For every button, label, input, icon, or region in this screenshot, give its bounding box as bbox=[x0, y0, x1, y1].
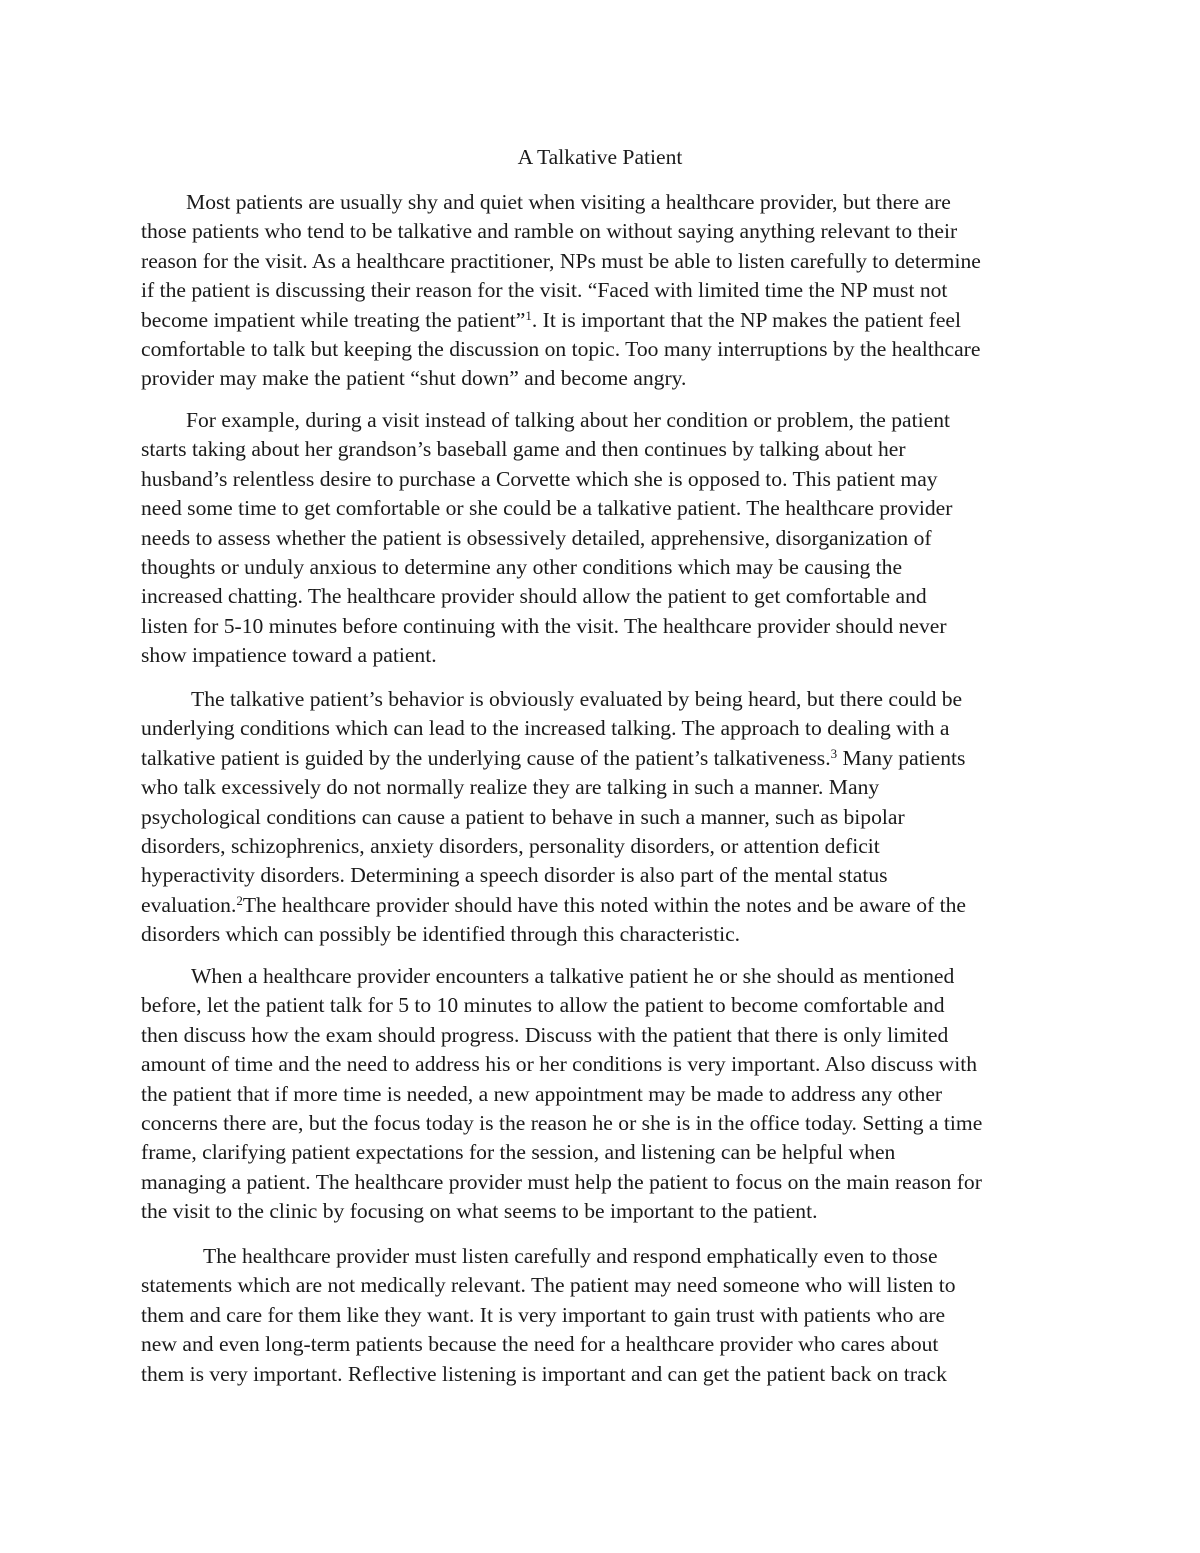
text-line bbox=[141, 612, 1081, 641]
line-text: those patients who tend to be talkative and ramble on without saying anything relevant to their bbox=[141, 219, 958, 244]
text-line bbox=[141, 306, 1081, 335]
line-text: talkative patient is guided by the underlying cause of the patient’s talkativeness. bbox=[141, 745, 831, 770]
line-text-continued: . It is important that the NP makes the patient feel bbox=[531, 307, 962, 332]
line-text: disorders, schizophrenics, anxiety disorders, personality disorders, or attention deficit bbox=[141, 833, 880, 858]
line-text: show impatience toward a patient. bbox=[141, 643, 437, 668]
text-line bbox=[141, 1109, 1081, 1138]
line-text: listen for 5-10 minutes before continuing with the visit. The healthcare provider should never bbox=[141, 613, 947, 638]
paragraph-4 bbox=[141, 962, 1081, 1227]
line-text: When a healthcare provider encounters a talkative patient he or she should as mentioned bbox=[191, 964, 955, 988]
text-line bbox=[141, 1080, 1081, 1109]
document-title: A Talkative Patient bbox=[517, 145, 683, 169]
text-line bbox=[141, 1301, 1081, 1330]
paragraph-2 bbox=[141, 406, 1081, 671]
text-line bbox=[141, 465, 1081, 494]
line-text: the visit to the clinic by focusing on what seems to be important to the patient. bbox=[141, 1199, 818, 1224]
text-line bbox=[141, 406, 1081, 435]
line-text: before, let the patient talk for 5 to 10 minutes to allow the patient to become comfortable and bbox=[141, 993, 945, 1018]
line-text: comfortable to talk but keeping the discussion on topic. Too many interruptions by the healthcare bbox=[141, 336, 981, 361]
line-text: Most patients are usually shy and quiet when visiting a healthcare provider, but there are bbox=[186, 190, 951, 214]
line-text: amount of time and the need to address his or her conditions is very important. Also discuss with bbox=[141, 1052, 978, 1077]
line-text: become impatient while treating the patient” bbox=[141, 307, 526, 332]
paragraph-1 bbox=[141, 188, 1081, 394]
text-line bbox=[141, 861, 1081, 890]
text-line bbox=[141, 217, 1081, 246]
text-line bbox=[141, 188, 1081, 217]
line-text: need some time to get comfortable or she could be a talkative patient. The healthcare provider bbox=[141, 496, 953, 521]
text-line bbox=[141, 1168, 1081, 1197]
line-text: underlying conditions which can lead to the increased talking. The approach to dealing with a bbox=[141, 716, 950, 741]
footnote-reference: 1 bbox=[525, 307, 532, 323]
line-text: managing a patient. The healthcare provider must help the patient to focus on the main reason for bbox=[141, 1169, 982, 1194]
line-text: For example, during a visit instead of talking about her condition or problem, the patient bbox=[186, 408, 951, 432]
text-line bbox=[141, 744, 1081, 773]
text-line bbox=[141, 1050, 1081, 1079]
text-line bbox=[141, 962, 1081, 991]
text-line bbox=[141, 582, 1081, 611]
text-line bbox=[141, 435, 1081, 464]
text-line bbox=[141, 276, 1081, 305]
line-text: the patient that if more time is needed, a new appointment may be made to address any other bbox=[141, 1081, 943, 1106]
line-text: new and even long-term patients because the need for a healthcare provider who cares about bbox=[141, 1332, 939, 1357]
line-text: who talk excessively do not normally realize they are talking in such a manner. Many bbox=[141, 775, 880, 800]
text-line bbox=[141, 773, 1081, 802]
line-text: hyperactivity disorders. Determining a speech disorder is also part of the mental status bbox=[141, 863, 888, 888]
line-text: if the patient is discussing their reason for the visit. “Faced with limited time the NP must not bbox=[141, 278, 948, 303]
line-text: frame, clarifying patient expectations for the session, and listening can be helpful when bbox=[141, 1140, 896, 1165]
text-line bbox=[141, 641, 1081, 670]
text-line bbox=[141, 247, 1081, 276]
line-text: husband’s relentless desire to purchase a Corvette which she is opposed to. This patient may bbox=[141, 466, 938, 491]
line-text: needs to assess whether the patient is obsessively detailed, apprehensive, disorganization of bbox=[141, 525, 932, 550]
text-line bbox=[141, 991, 1081, 1020]
footnote-reference: 2 bbox=[236, 892, 243, 908]
text-line bbox=[141, 1360, 1081, 1389]
paragraph-5 bbox=[141, 1242, 1081, 1389]
line-text-continued: The healthcare provider should have this noted within the notes and be aware of the bbox=[242, 892, 966, 917]
line-text: increased chatting. The healthcare provider should allow the patient to get comfortable and bbox=[141, 584, 927, 609]
text-line bbox=[141, 494, 1081, 523]
text-line bbox=[141, 714, 1081, 743]
line-text: The healthcare provider must listen carefully and respond emphatically even to those bbox=[203, 1244, 938, 1268]
text-line bbox=[141, 685, 1081, 714]
text-line bbox=[141, 553, 1081, 582]
line-text: psychological conditions can cause a patient to behave in such a manner, such as bipolar bbox=[141, 804, 905, 829]
text-line bbox=[141, 891, 1081, 920]
text-line bbox=[141, 1021, 1081, 1050]
text-line bbox=[141, 524, 1081, 553]
text-line bbox=[141, 364, 1081, 393]
line-text-continued: Many patients bbox=[837, 745, 966, 770]
line-text: disorders which can possibly be identified through this characteristic. bbox=[141, 922, 741, 947]
line-text: statements which are not medically relevant. The patient may need someone who will listen to bbox=[141, 1273, 956, 1298]
line-text: The talkative patient’s behavior is obviously evaluated by being heard, but there could be bbox=[191, 687, 963, 711]
text-line bbox=[141, 1330, 1081, 1359]
line-text: reason for the visit. As a healthcare practitioner, NPs must be able to listen carefully to determine bbox=[141, 248, 981, 273]
text-line bbox=[141, 920, 1081, 949]
line-text: them is very important. Reflective listening is important and can get the patient back on track bbox=[141, 1361, 947, 1386]
text-line bbox=[141, 1271, 1081, 1300]
paragraph-3 bbox=[141, 685, 1081, 950]
text-line bbox=[141, 1138, 1081, 1167]
line-text: thoughts or unduly anxious to determine any other conditions which may be causing the bbox=[141, 554, 903, 579]
text-line bbox=[141, 1242, 1081, 1271]
text-line bbox=[141, 335, 1081, 364]
text-line bbox=[141, 803, 1081, 832]
line-text: then discuss how the exam should progress. Discuss with the patient that there is only limited bbox=[141, 1022, 949, 1047]
text-line bbox=[141, 1197, 1081, 1226]
line-text: starts taking about her grandson’s baseball game and then continues by talking about her bbox=[141, 437, 906, 462]
line-text: evaluation. bbox=[141, 892, 237, 917]
footnote-reference: 3 bbox=[830, 745, 838, 761]
line-text: concerns there are, but the focus today is the reason he or she is in the office today. Setting a time bbox=[141, 1110, 983, 1135]
line-text: provider may make the patient “shut down” and become angry. bbox=[141, 366, 687, 391]
text-line bbox=[141, 832, 1081, 861]
line-text: them and care for them like they want. It is very important to gain trust with patients who are bbox=[141, 1302, 946, 1327]
